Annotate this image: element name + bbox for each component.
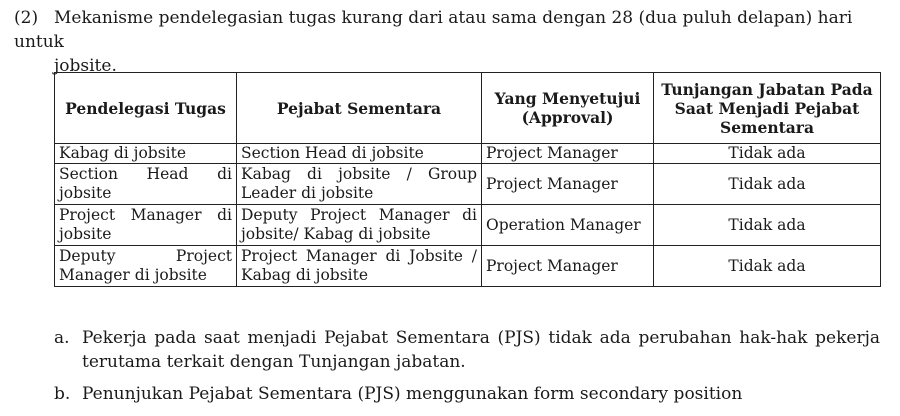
- cell-tunjangan: Tidak ada: [654, 205, 881, 246]
- cell-pendelegasi: Project Manager di jobsite: [55, 205, 237, 246]
- note-text: Pekerja pada saat menjadi Pejabat Sementara (PJS) tidak ada perubahan hak-hak pekerja terutama terkait dengan Tunjangan jabatan.: [82, 328, 880, 372]
- cell-tunjangan: Tidak ada: [654, 246, 881, 287]
- notes-list: [54, 326, 880, 414]
- delegation-table: [54, 72, 881, 287]
- cell-pendelegasi: Section Head di jobsite: [55, 164, 237, 205]
- cell-pendelegasi: Deputy Project Manager di jobsite: [55, 246, 237, 287]
- clause-number: (2): [14, 8, 39, 28]
- note-item-a: [54, 326, 880, 374]
- cell-approval: Project Manager: [482, 246, 654, 287]
- table-row: [55, 205, 881, 246]
- cell-pejabat: Deputy Project Manager di jobsite/ Kabag di jobsite: [237, 205, 482, 246]
- clause-paragraph: [14, 6, 886, 78]
- table-row: [55, 246, 881, 287]
- cell-pejabat: Project Manager di Jobsite / Kabag di jobsite: [237, 246, 482, 287]
- table-row: [55, 164, 881, 205]
- note-letter: b.: [54, 384, 71, 404]
- header-pendelegasi: Pendelegasi Tugas: [55, 73, 237, 144]
- cell-pejabat: Kabag di jobsite / Group Leader di jobsite: [237, 164, 482, 205]
- cell-pendelegasi: Kabag di jobsite: [55, 144, 237, 164]
- cell-pejabat: Section Head di jobsite: [237, 144, 482, 164]
- clause-text-line2: jobsite.: [54, 56, 117, 76]
- header-approval: Yang Menyetujui (Approval): [482, 73, 654, 144]
- cell-approval: Project Manager: [482, 144, 654, 164]
- cell-tunjangan: Tidak ada: [654, 164, 881, 205]
- table-row: [55, 144, 881, 164]
- cell-tunjangan: Tidak ada: [654, 144, 881, 164]
- cell-approval: Operation Manager: [482, 205, 654, 246]
- note-letter: a.: [54, 328, 70, 348]
- note-item-b: [54, 382, 880, 406]
- header-pejabat-sementara: Pejabat Sementara: [237, 73, 482, 144]
- clause-text-line1: Mekanisme pendelegasian tugas kurang dari atau sama dengan 28 (dua puluh delapan) hari untuk: [14, 8, 853, 52]
- header-tunjangan: Tunjangan Jabatan Pada Saat Menjadi Pejabat Sementara: [654, 73, 881, 144]
- note-text: Penunjukan Pejabat Sementara (PJS) menggunakan form secondary position: [82, 384, 743, 404]
- cell-approval: Project Manager: [482, 164, 654, 205]
- table-header-row: [55, 73, 881, 144]
